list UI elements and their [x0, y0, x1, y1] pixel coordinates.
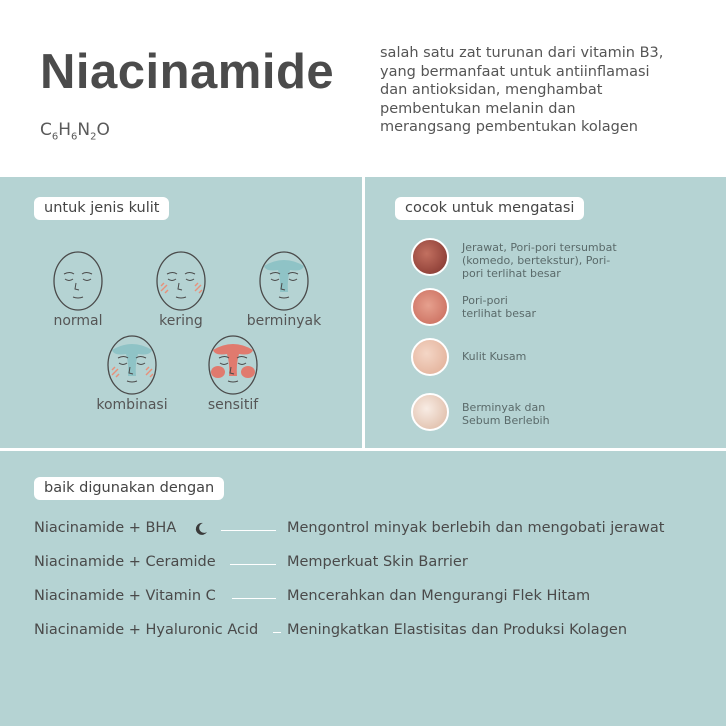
skin-types-panel: [0, 177, 362, 448]
combo-effect: Mengontrol minyak berlebih dan mengobati jerawat: [287, 520, 665, 536]
combo-effect: Memperkuat Skin Barrier: [287, 554, 468, 570]
skin-type-label-kombinasi: kombinasi: [96, 397, 168, 413]
chemical-formula: $C_6H_6N_2O$: [40, 120, 110, 143]
oily-skin-image: [411, 393, 449, 431]
combinations-heading: baik digunakan dengan: [34, 477, 224, 500]
skin-type-label-berminyak: berminyak: [246, 313, 322, 329]
description: salah satu zat turunan dari vitamin B3, yang bermanfaat untuk antiinflamasi dan antioksidan, menghambat pembentukan melanin dan merangsang pembentukan kolagen: [380, 45, 664, 135]
concerns-panel: [365, 177, 726, 448]
enlarged-pores-skin-image: [411, 288, 449, 326]
combo-name: Niacinamide + Vitamin C: [34, 588, 216, 604]
connector-line: [273, 632, 281, 633]
dull-skin-image: [411, 338, 449, 376]
connector-line: [230, 564, 276, 565]
header: [0, 0, 726, 175]
combo-effect: Meningkatkan Elastisitas dan Produksi Kolagen: [287, 622, 628, 638]
combinations-panel: [0, 451, 726, 726]
concern-text-4: Berminyak dan Sebum Berlebih: [462, 401, 550, 427]
skin-types-heading: untuk jenis kulit: [34, 197, 169, 220]
combo-name: Niacinamide + BHA: [34, 520, 177, 536]
connector-line: [221, 530, 276, 531]
page-title: Niacinamide: [40, 45, 335, 99]
skin-type-label-normal: normal: [53, 313, 103, 329]
acne-skin-image: [411, 238, 449, 276]
skin-type-label-sensitif: sensitif: [207, 397, 259, 413]
concern-text-2: Pori-pori terlihat besar: [462, 294, 536, 320]
concerns-heading: cocok untuk mengatasi: [395, 197, 584, 220]
face-oily-icon: [258, 250, 310, 312]
combo-name: Niacinamide + Hyaluronic Acid: [34, 622, 259, 638]
moon-icon: [193, 521, 209, 537]
combo-effect: Mencerahkan dan Mengurangi Flek Hitam: [287, 588, 591, 604]
face-dry-icon: [155, 250, 207, 312]
connector-line: [232, 598, 276, 599]
concern-text-3: Kulit Kusam: [462, 350, 527, 363]
face-normal-icon: [52, 250, 104, 312]
concern-text-1: Jerawat, Pori-pori tersumbat (komedo, bertekstur), Pori- pori terlihat besar: [462, 241, 617, 280]
combo-name: Niacinamide + Ceramide: [34, 554, 216, 570]
face-combination-icon: [106, 334, 158, 396]
face-sensitive-icon: [207, 334, 259, 396]
skin-type-label-kering: kering: [159, 313, 203, 329]
